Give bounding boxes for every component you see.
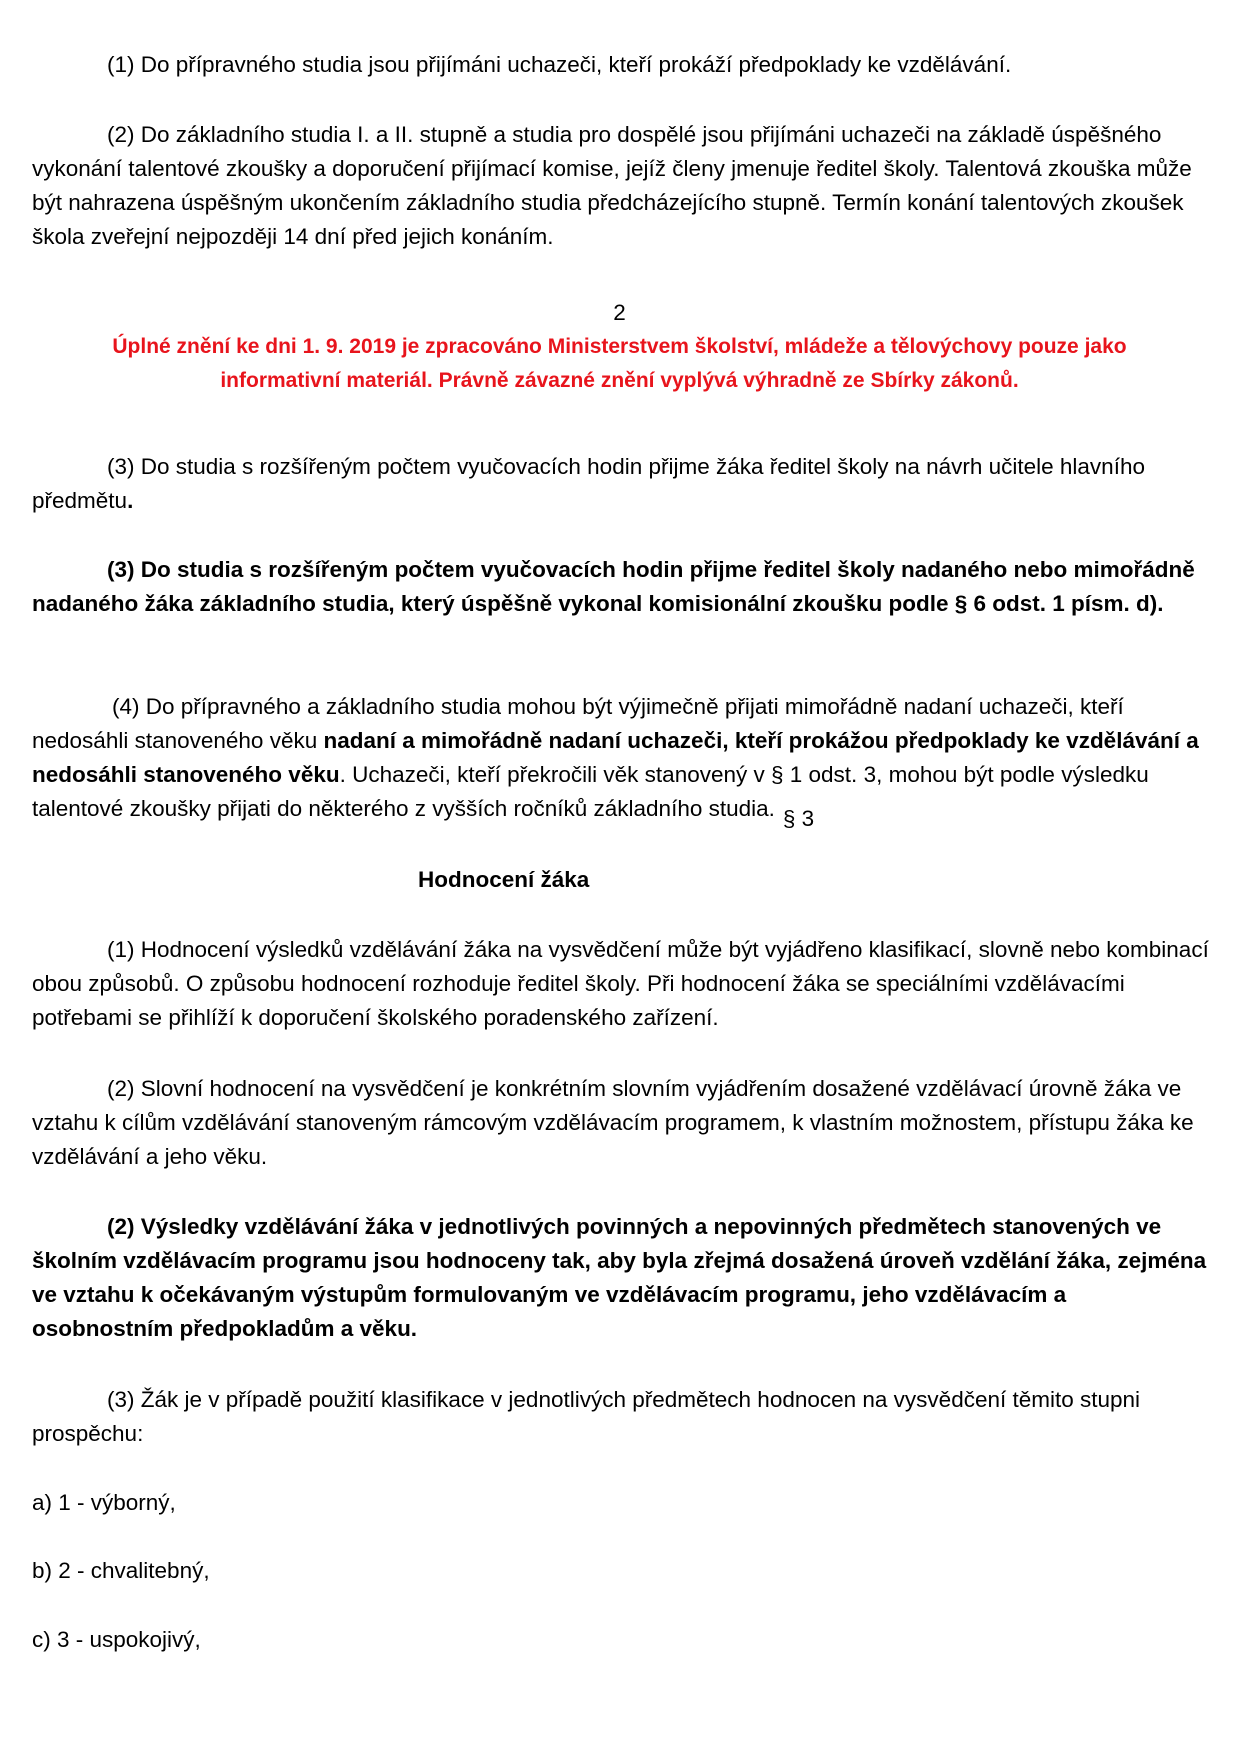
legal-notice <box>0 330 1239 398</box>
paragraph-3-old-end: . <box>127 488 134 513</box>
paragraph-4-text-c: . Uchazeči, kteří překročili věk stanovený v § 1 odst. 3, mohou být podle výsledku talentové zkoušky přijati do některého z vyšších ročníků základního studia. <box>32 762 1149 821</box>
paragraph-2: (2) Do základního studia I. a II. stupně a studia pro dospělé jsou přijímáni uchazeči na základě úspěšného vykonání talentové zkoušky a doporučení přijímací komise, jejíž členy jmenuje ředitel školy. Talentová zkouška může být nahrazena úspěšným ukončením základního studia předcházejícího stupně. Termín konání talentových zkoušek škola zveřejní nejpozději 14 dní před jejich konáním. <box>32 122 1192 249</box>
paragraph-4 <box>32 690 1212 831</box>
paragraph-1: (1) Do přípravného studia jsou přijímáni uchazeči, kteří prokáží předpoklady ke vzdělávání. <box>107 52 1012 77</box>
legal-notice-line-1: Úplné znění ke dni 1. 9. 2019 je zpracováno Ministerstvem školství, mládeže a tělovýchovy pouze jako <box>112 335 1127 358</box>
grade-item-2: b) 2 - chvalitebný, <box>32 1558 210 1583</box>
section-heading: Hodnocení žáka <box>418 867 590 892</box>
legal-notice-line-2: informativní materiál. Právně závazné znění vyplývá výhradně ze Sbírky zákonů. <box>220 369 1019 392</box>
paragraph-h2-new: (2) Výsledky vzdělávání žáka v jednotlivých povinných a nepovinných předmětech stanovených ve školním vzdělávacím programu jsou hodnoceny tak, aby byla zřejmá dosažená úroveň vzdělání žáka, zejména ve vztahu k očekávaným výstupům formulovaným ve vzdělávacím programu, jeho vzdělávacím a osobnostním předpokladům a věku. <box>32 1214 1207 1341</box>
paragraph-h3: (3) Žák je v případě použití klasifikace v jednotlivých předmětech hodnocen na vysvědčení těmito stupni prospěchu: <box>32 1387 1141 1446</box>
paragraph-3-new: (3) Do studia s rozšířeným počtem vyučovacích hodin přijme ředitel školy nadaného nebo mimořádně nadaného žáka základního studia, který úspěšně vykonal komisionální zkoušku podle § 6 odst. 1 písm. d). <box>32 557 1195 616</box>
grade-item-3: c) 3 - uspokojivý, <box>32 1627 201 1652</box>
paragraph-4-text-a: (4) Do přípravného a základního studia mohou být výjimečně přijati mimořádně nadaní uchazeči, kteří nedosáhli stanoveného věku <box>32 694 1124 753</box>
paragraph-3-old <box>32 450 1212 518</box>
grade-item-1: a) 1 - výborný, <box>32 1490 176 1515</box>
section-mark: § 3 <box>782 806 815 831</box>
paragraph-h2-old: (2) Slovní hodnocení na vysvědčení je konkrétním slovním vyjádřením dosažené vzdělávací úrovně žáka ve vztahu k cílům vzdělávání stanoveným rámcovým vzdělávacím programem, k vlastním možnostem, přístupu žáka ke vzdělávání a jeho věku. <box>32 1076 1194 1169</box>
paragraph-h1: (1) Hodnocení výsledků vzdělávání žáka na vysvědčení může být vyjádřeno klasifikací, slovně nebo kombinací obou způsobů. O způsobu hodnocení rozhoduje ředitel školy. Při hodnocení žáka se speciálními vzdělávacími potřebami se přihlíží k doporučení školského poradenského zařízení. <box>32 937 1209 1030</box>
paragraph-3-old-text: (3) Do studia s rozšířeným počtem vyučovacích hodin přijme žáka ředitel školy na návrh učitele hlavního předmětu <box>32 454 1145 513</box>
paragraph-4-text-bold: nadaní a mimořádně nadaní uchazeči, kteří prokážou předpoklady ke vzdělávání a nedosáhli stanoveného věku <box>32 728 1199 787</box>
page-number: 2 <box>613 300 626 325</box>
